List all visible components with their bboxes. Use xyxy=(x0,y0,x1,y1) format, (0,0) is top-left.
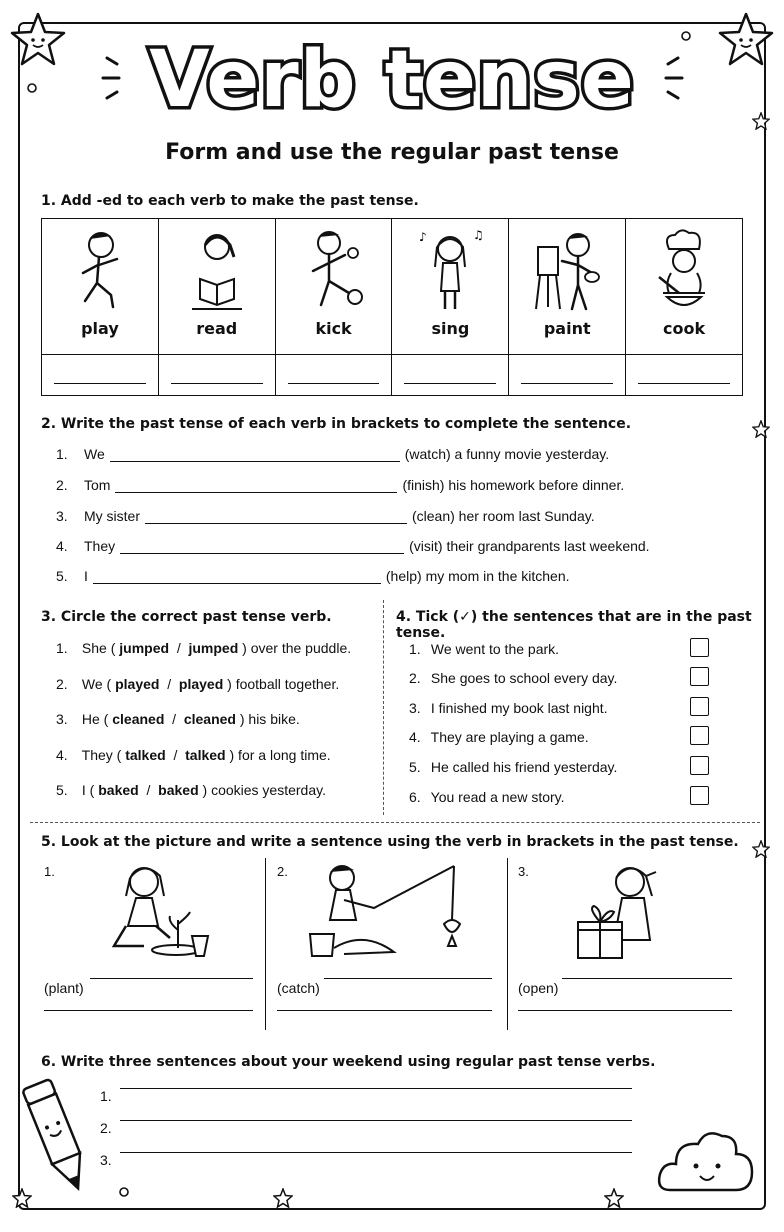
sentence-end: ) for a long time. xyxy=(229,747,331,763)
slash: / xyxy=(167,676,172,692)
verb-word: read xyxy=(196,319,238,338)
slash: / xyxy=(146,782,151,798)
item-number: 3. xyxy=(56,508,68,524)
fill-sentence xyxy=(56,477,624,493)
page-subtitle: Form and use the regular past tense xyxy=(165,140,619,165)
answer-blank[interactable] xyxy=(518,1010,732,1011)
boy-fishing-icon xyxy=(304,860,464,960)
item-number: 2. xyxy=(56,477,68,493)
page-title: Verb tense xyxy=(149,35,635,125)
answer-blank[interactable] xyxy=(275,355,392,396)
verb-cell-paint xyxy=(509,219,626,355)
panel-number: 1. xyxy=(44,864,55,879)
pencil-icon xyxy=(20,1072,96,1200)
section-2-heading: 2. Write the past tense of each verb in brackets to complete the sentence. xyxy=(41,416,632,432)
answer-blank[interactable] xyxy=(90,978,253,979)
slash: / xyxy=(176,640,181,656)
sentence-start: We xyxy=(84,446,105,462)
answer-blank[interactable] xyxy=(509,355,626,396)
sentence-start: My sister xyxy=(84,508,140,524)
tick-item xyxy=(409,700,709,716)
column-divider xyxy=(383,600,384,815)
small-star-icon xyxy=(604,1188,624,1208)
tick-checkbox[interactable] xyxy=(690,726,709,745)
slash: / xyxy=(172,711,177,727)
verb-word: sing xyxy=(431,319,470,338)
answer-blank[interactable] xyxy=(115,479,397,493)
verb-word: play xyxy=(81,319,119,338)
girl-singing-icon xyxy=(415,227,485,315)
sentence-end: (help) my mom in the kitchen. xyxy=(385,568,570,584)
item-number: 5. xyxy=(409,759,421,775)
circle-item xyxy=(56,711,300,727)
fill-sentence xyxy=(56,446,609,462)
item-number: 5. xyxy=(56,782,68,798)
sentence-end: (visit) their grandparents last weekend. xyxy=(409,538,650,554)
svg-text:♫: ♫ xyxy=(473,228,485,242)
tick-item xyxy=(409,641,709,657)
line-number: 3. xyxy=(100,1152,112,1168)
item-number: 6. xyxy=(409,789,421,805)
option-a[interactable]: jumped xyxy=(119,640,170,656)
answer-blank[interactable] xyxy=(324,978,492,979)
cloud-icon xyxy=(656,1120,756,1196)
verb-cell-cook xyxy=(626,219,743,355)
fill-sentence xyxy=(56,538,650,554)
answer-line[interactable] xyxy=(120,1152,632,1153)
girl-reading-icon xyxy=(182,227,252,315)
answer-blank[interactable] xyxy=(626,355,743,396)
tick-sentence: He called his friend yesterday. xyxy=(430,759,618,775)
sentence-start: He ( xyxy=(81,711,109,727)
item-number: 4. xyxy=(409,729,421,745)
boy-running-icon xyxy=(65,227,135,315)
line-number: 2. xyxy=(100,1120,112,1136)
sentence-start: We ( xyxy=(81,676,112,692)
section-divider xyxy=(30,822,760,823)
tick-checkbox[interactable] xyxy=(690,786,709,805)
tick-item xyxy=(409,670,709,686)
tick-sentence: You read a new story. xyxy=(430,789,565,805)
girl-planting-icon xyxy=(104,860,216,960)
sentence-start: They xyxy=(84,538,116,554)
tick-item xyxy=(409,729,709,745)
circle-item xyxy=(56,782,326,798)
item-number: 1. xyxy=(409,641,421,657)
sentence-start: She ( xyxy=(81,640,116,656)
item-number: 4. xyxy=(56,747,68,763)
answer-blank[interactable] xyxy=(93,570,381,584)
option-b[interactable]: talked xyxy=(185,747,226,763)
option-a[interactable]: cleaned xyxy=(112,711,165,727)
option-b[interactable]: jumped xyxy=(188,640,239,656)
verb-prompt: (plant) xyxy=(44,980,84,996)
verb-prompt: (catch) xyxy=(277,980,320,996)
panel-number: 2. xyxy=(277,864,288,879)
verb-word: cook xyxy=(663,319,706,338)
small-star-icon xyxy=(273,1188,293,1208)
boy-kicking-ball-icon xyxy=(299,227,369,315)
answer-blank[interactable] xyxy=(120,540,404,554)
section-6-heading: 6. Write three sentences about your weekend using regular past tense verbs. xyxy=(41,1054,656,1070)
verb-word: kick xyxy=(315,319,352,338)
sentence-end: ) football together. xyxy=(227,676,340,692)
svg-text:♪: ♪ xyxy=(419,230,428,244)
verb-cell-kick xyxy=(275,219,392,355)
tick-item xyxy=(409,789,709,805)
section-3-heading: 3. Circle the correct past tense verb. xyxy=(41,609,332,625)
tick-item xyxy=(409,759,709,775)
line-number: 1. xyxy=(100,1088,112,1104)
verb-word: paint xyxy=(543,319,591,338)
small-star-icon xyxy=(752,840,770,858)
tick-checkbox[interactable] xyxy=(690,697,709,716)
item-number: 2. xyxy=(409,670,421,686)
section-4-heading: 4. Tick (✓) the sentences that are in the past tense. xyxy=(396,609,752,641)
answer-blank[interactable] xyxy=(277,1010,492,1011)
item-number: 4. xyxy=(56,538,68,554)
answer-line[interactable] xyxy=(120,1088,632,1089)
option-b[interactable]: cleaned xyxy=(183,711,236,727)
verb-prompt: (open) xyxy=(518,980,559,996)
sentence-end: (clean) her room last Sunday. xyxy=(412,508,595,524)
answer-blank[interactable] xyxy=(562,978,732,979)
answer-line[interactable] xyxy=(120,1120,632,1121)
option-b[interactable]: baked xyxy=(158,782,199,798)
option-a[interactable]: played xyxy=(115,676,160,692)
slash: / xyxy=(173,747,178,763)
sentence-end: (watch) a funny movie yesterday. xyxy=(404,446,610,462)
verb-cell-sing xyxy=(392,219,509,355)
item-number: 3. xyxy=(409,700,421,716)
option-a[interactable]: baked xyxy=(98,782,139,798)
verb-cell-play xyxy=(42,219,159,355)
tick-sentence: I finished my book last night. xyxy=(430,700,608,716)
panel-divider xyxy=(507,858,508,1030)
circle-dot-icon xyxy=(118,1186,130,1198)
item-number: 5. xyxy=(56,568,68,584)
tick-sentence: They are playing a game. xyxy=(430,729,589,745)
tick-sentence: She goes to school every day. xyxy=(430,670,618,686)
sentence-start: I ( xyxy=(81,782,95,798)
tick-checkbox[interactable] xyxy=(690,756,709,775)
sentence-start: I xyxy=(84,568,88,584)
option-b[interactable]: played xyxy=(178,676,224,692)
girl-opening-gift-icon xyxy=(574,860,664,960)
answer-blank[interactable] xyxy=(110,448,400,462)
fill-sentence xyxy=(56,568,570,584)
answer-blank[interactable] xyxy=(145,510,407,524)
section-5-heading: 5. Look at the picture and write a sentence using the verb in brackets in the past tense. xyxy=(41,834,739,850)
sentence-end: ) over the puddle. xyxy=(242,640,352,656)
fill-sentence xyxy=(56,508,595,524)
item-number: 3. xyxy=(56,711,68,727)
tick-sentence: We went to the park. xyxy=(430,641,560,657)
answer-blank[interactable] xyxy=(392,355,509,396)
chef-cooking-icon xyxy=(649,227,719,315)
panel-divider xyxy=(265,858,266,1030)
boy-painting-icon xyxy=(532,227,602,315)
circle-item xyxy=(56,676,339,692)
sentence-start: Tom xyxy=(84,477,111,493)
item-number: 1. xyxy=(56,446,68,462)
item-number: 1. xyxy=(56,640,68,656)
tick-checkbox[interactable] xyxy=(690,667,709,686)
verb-cell-read xyxy=(158,219,275,355)
option-a[interactable]: talked xyxy=(125,747,166,763)
verb-table xyxy=(41,218,743,396)
circle-item xyxy=(56,640,351,656)
answer-blank[interactable] xyxy=(44,1010,253,1011)
sentence-end: ) his bike. xyxy=(239,711,300,727)
sentence-start: They ( xyxy=(81,747,122,763)
panel-number: 3. xyxy=(518,864,529,879)
answer-blank[interactable] xyxy=(42,355,159,396)
sentence-end: ) cookies yesterday. xyxy=(202,782,326,798)
section-1-heading: 1. Add -ed to each verb to make the past tense. xyxy=(41,193,419,209)
item-number: 2. xyxy=(56,676,68,692)
sentence-end: (finish) his homework before dinner. xyxy=(402,477,625,493)
circle-item xyxy=(56,747,331,763)
small-star-icon xyxy=(752,420,770,438)
tick-checkbox[interactable] xyxy=(690,638,709,657)
answer-blank[interactable] xyxy=(158,355,275,396)
